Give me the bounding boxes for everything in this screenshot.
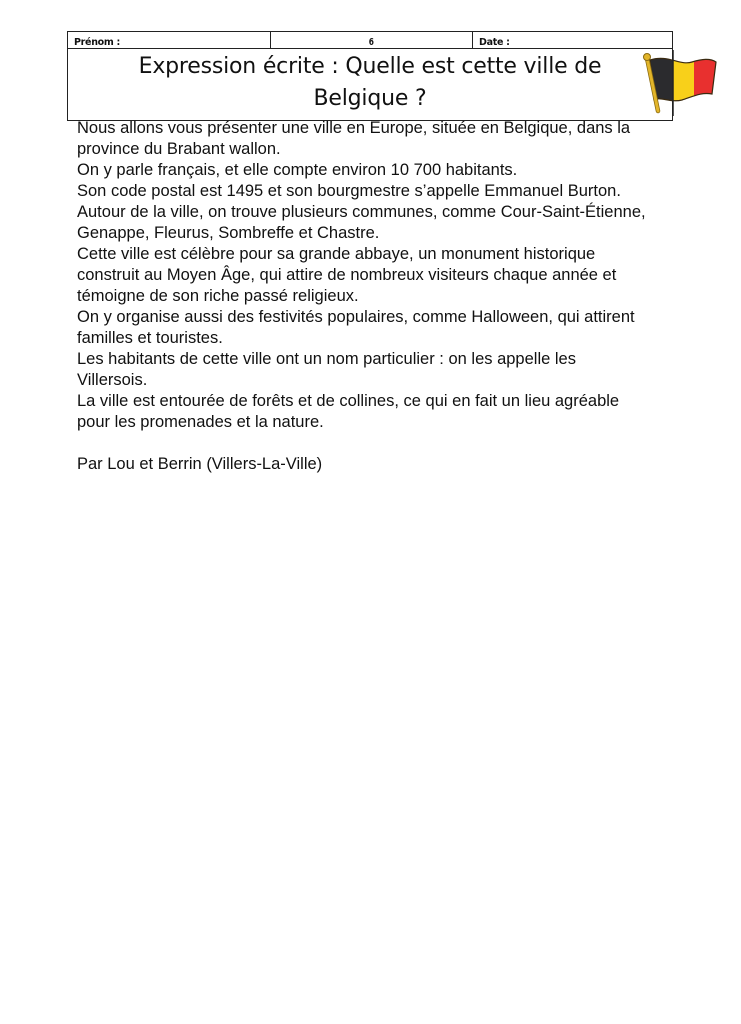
- title-line-1: Expression écrite : Quelle est cette ville de: [138, 54, 602, 79]
- page-title: [98, 51, 642, 115]
- header-info-row: [68, 32, 672, 49]
- text-line: La ville est entourée de forêts et de collines, ce qui en fait un lieu agréable: [77, 392, 620, 410]
- text-line: On y organise aussi des festivités populaires, comme Halloween, qui attirent: [77, 308, 635, 326]
- belgium-flag-icon: [640, 50, 720, 116]
- text-line: Villersois.: [77, 371, 148, 389]
- number-cell: [271, 32, 473, 48]
- worksheet-number: 6: [369, 37, 374, 48]
- text-line: Son code postal est 1495 et son bourgmestre s’appelle Emmanuel Burton.: [77, 182, 621, 200]
- date-label: Date :: [479, 37, 510, 48]
- text-line: pour les promenades et la nature.: [77, 413, 324, 431]
- text-line: témoigne de son riche passé religieux.: [77, 287, 359, 305]
- body-text: [77, 118, 737, 475]
- date-cell[interactable]: [473, 32, 672, 48]
- text-line: Cette ville est célèbre pour sa grande abbaye, un monument historique: [77, 245, 596, 263]
- title-line-2: Belgique ?: [313, 86, 427, 111]
- name-cell[interactable]: [68, 32, 271, 48]
- text-line: Nous allons vous présenter une ville en Europe, située en Belgique, dans la: [77, 119, 631, 137]
- text-line: familles et touristes.: [77, 329, 223, 347]
- text-line: Autour de la ville, on trouve plusieurs communes, comme Cour-Saint-Étienne,: [77, 203, 646, 221]
- text-line: province du Brabant wallon.: [77, 140, 281, 158]
- text-line: construit au Moyen Âge, qui attire de nombreux visiteurs chaque année et: [77, 266, 617, 284]
- name-label: Prénom :: [74, 37, 120, 48]
- worksheet-header: [67, 31, 673, 121]
- text-line: Les habitants de cette ville ont un nom particulier : on les appelle les: [77, 350, 576, 368]
- text-line: Genappe, Fleurus, Sombreffe et Chastre.: [77, 224, 380, 242]
- text-line: On y parle français, et elle compte environ 10 700 habitants.: [77, 161, 518, 179]
- title-box: [68, 49, 672, 120]
- signature: Par Lou et Berrin (Villers-La-Ville): [77, 455, 323, 473]
